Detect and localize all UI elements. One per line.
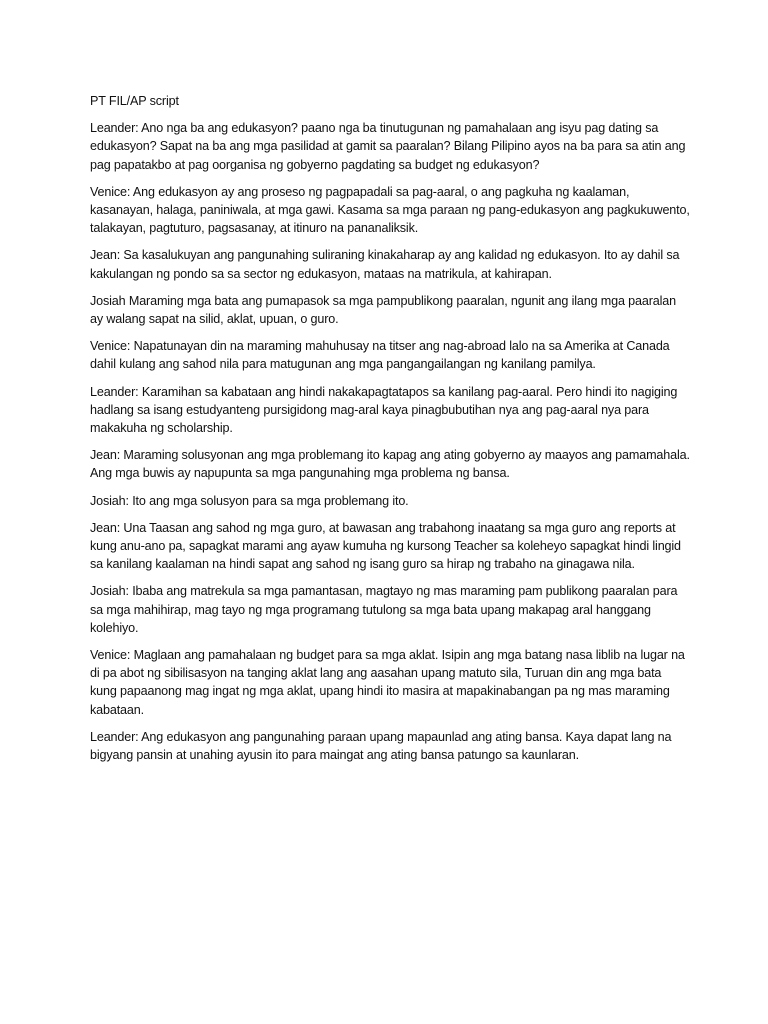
paragraph-josiah-2: Josiah: Ito ang mga solusyon para sa mga problemang ito.	[90, 493, 409, 508]
paragraph-venice-3: Venice: Maglaan ang pamahalaan ng budget para sa mga aklat. Isipin ang mga batang nasa liblib na lugar na di pa abot ng sibilisasyon na tanging aklat lang ang aasahan upang matuto sila, Turuan din ang mga bata kung papaanong mag ingat ng mga aklat, upang hindi ito masira at mapakinabangan pa ng mas maraming kabataan.	[90, 648, 685, 717]
document-body	[90, 92, 690, 773]
paragraph-leander-3: Leander: Ang edukasyon ang pangunahing paraan upang mapaunlad ang ating bansa. Kaya dapat lang na bigyang pansin at unahing ayusin ito para maingat ang ating bansa patungo sa kaunlaran.	[90, 729, 672, 763]
paragraph-jean-2: Jean: Maraming solusyonan ang mga problemang ito kapag ang ating gobyerno ay maayos ang pamamahala. Ang mga buwis ay napupunta sa mga pangunahing mga problema ng bansa.	[90, 448, 690, 481]
paragraph-venice-2: Venice: Napatunayan din na maraming mahuhusay na titser ang nag-abroad lalo na sa Amerika at Canada dahil kulang ang sahod nila para matugunan ang mga pangangailangan ng kanilang pamilya.	[90, 339, 670, 372]
document-title: PT FIL/AP script	[90, 94, 179, 108]
paragraph-leander-1: Leander: Ano nga ba ang edukasyon? paano nga ba tinutugunan ng pamahalaan ang isyu pag dating sa edukasyon? Sapat na ba ang mga pasilidad at gamit sa paaralan? Bilang Pilipino ayos na ba para sa atin ang pag papatakbo at pag oorganisa ng gobyerno pagdating sa budget ng edukasyon?	[90, 121, 686, 172]
paragraph-josiah-1: Josiah Maraming mga bata ang pumapasok sa mga pampublikong paaralan, ngunit ang ilang mga paaralan ay walang sapat na silid, aklat, upuan, o guro.	[90, 293, 676, 327]
paragraph-jean-1: Jean: Sa kasalukuyan ang pangunahing suliraning kinakaharap ay ang kalidad ng edukasyon. Ito ay dahil sa kakulangan ng pondo sa sa sector ng edukasyon, mataas na matrikula, at kahirapan.	[90, 248, 680, 281]
paragraph-josiah-3: Josiah: Ibaba ang matrekula sa mga pamantasan, magtayo ng mas maraming pam publikong paaralan para sa mga mahihirap, mag tayo ng mga programang tutulong sa mga bata upang makapag aral hanggang kolehiyo.	[90, 584, 678, 635]
paragraph-jean-3: Jean: Una Taasan ang sahod ng mga guro, at bawasan ang trabahong inaatang sa mga guro ang reports at kung anu-ano pa, sapagkat marami ang ayaw kumuha ng kursong Teacher sa koleheyo sapagkat hindi lingid sa kanilang kaalaman na hindi sapat ang sahod ng isang guro sa hirap ng trabaho na ginagawa nila.	[90, 520, 681, 572]
paragraph-leander-2: Leander: Karamihan sa kabataan ang hindi nakakapagtatapos sa kanilang pag-aaral. Pero hindi ito nagiging hadlang sa isang estudyanteng pursigidong mag-aral kaya pinagbubutihan nya ang pag-aaral nya para makakuha ng scholarship.	[90, 384, 678, 436]
paragraph-venice-1: Venice: Ang edukasyon ay ang proseso ng pagpapadali sa pag-aaral, o ang pagkuha ng kaalaman, kasanayan, halaga, paniniwala, at mga gawi. Kasama sa mga paraan ng pang-edukasyon ang pagkukuwento, talakayan, pagtuturo, pagsasanay, at itinuro na pananaliksik.	[90, 184, 690, 236]
